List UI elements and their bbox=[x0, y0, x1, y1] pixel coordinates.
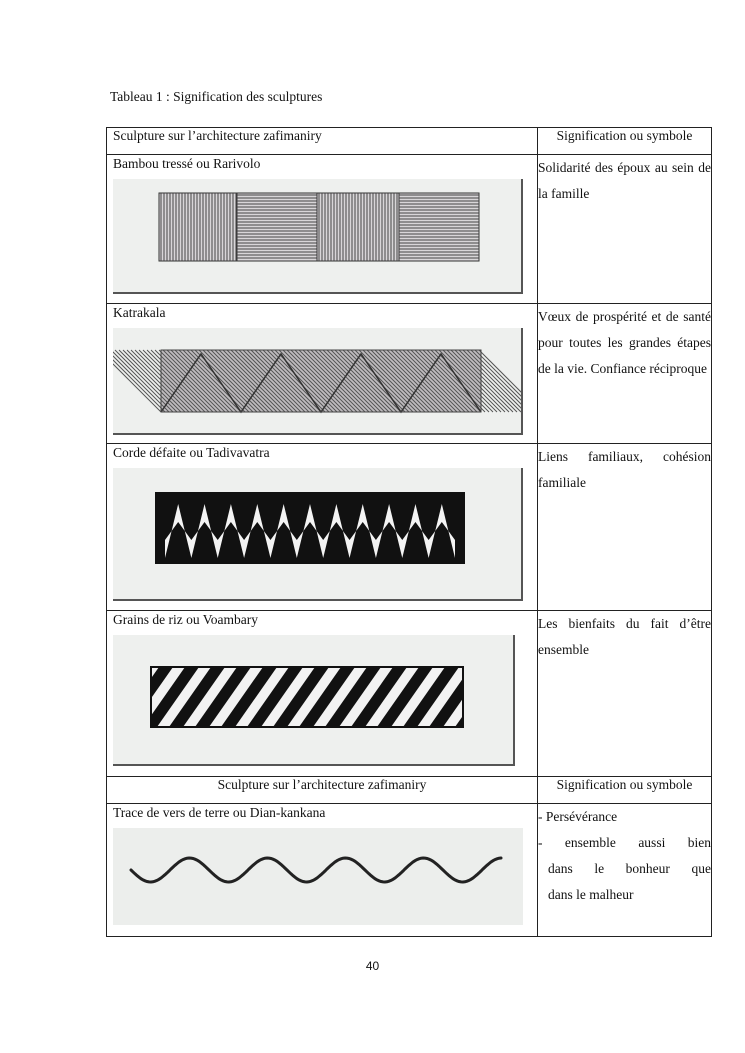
header-sculpture: Sculpture sur l’architecture zafimaniry bbox=[107, 777, 538, 804]
sculpture-name: Katrakala bbox=[113, 305, 166, 320]
sculpture-cell bbox=[107, 804, 538, 937]
wavy-line-carving-image bbox=[113, 828, 523, 925]
page-number: 40 bbox=[365, 959, 380, 973]
signification-text: Liens familiaux, cohésion familiale bbox=[538, 449, 711, 490]
triangle-hatched-carving-image bbox=[113, 328, 523, 435]
signification-item-line: - ensemble aussi bien bbox=[538, 835, 711, 850]
signification-cell bbox=[538, 804, 712, 937]
signification-cell bbox=[538, 155, 712, 304]
sculpture-cell bbox=[107, 444, 538, 611]
table-row bbox=[107, 155, 712, 304]
sculpture-name: Grains de riz ou Voambary bbox=[113, 612, 258, 627]
sculpture-cell bbox=[107, 304, 538, 444]
sculpture-cell bbox=[107, 155, 538, 304]
sculpture-name: Corde défaite ou Tadivavatra bbox=[113, 445, 270, 460]
signification-text: Les bienfaits du fait d’être ensemble bbox=[538, 616, 711, 657]
signification-item-line: dans le bonheur que bbox=[548, 861, 711, 876]
header-sculpture: Sculpture sur l’architecture zafimaniry bbox=[107, 128, 538, 155]
header-signification: Signification ou symbole bbox=[538, 777, 712, 804]
sculpture-cell bbox=[107, 611, 538, 777]
signification-text: Vœux de prospérité et de santé pour toutes les grandes étapes de la vie. Confiance réciproque bbox=[538, 309, 711, 376]
sculpture-table bbox=[106, 127, 712, 937]
signification-cell bbox=[538, 444, 712, 611]
table-header-row bbox=[107, 128, 712, 155]
zigzag-rope-carving-image bbox=[113, 468, 523, 601]
signification-cell bbox=[538, 611, 712, 777]
sculpture-name: Trace de vers de terre ou Dian-kankana bbox=[113, 805, 326, 820]
table-caption: Tableau 1 : Signification des sculptures bbox=[110, 89, 323, 104]
table-row bbox=[107, 611, 712, 777]
signification-cell bbox=[538, 304, 712, 444]
woven-bamboo-carving-image bbox=[113, 179, 523, 294]
signification-text: Solidarité des époux au sein de la famille bbox=[538, 160, 711, 201]
table-header-row-repeat bbox=[107, 777, 712, 804]
diagonal-stripes-carving-image bbox=[113, 635, 515, 766]
table-row bbox=[107, 444, 712, 611]
signification-item: - Persévérance bbox=[538, 809, 618, 824]
table-row bbox=[107, 304, 712, 444]
table-row bbox=[107, 804, 712, 937]
sculpture-name: Bambou tressé ou Rarivolo bbox=[113, 156, 261, 171]
signification-item-line: dans le malheur bbox=[548, 887, 634, 902]
header-signification: Signification ou symbole bbox=[538, 128, 712, 155]
